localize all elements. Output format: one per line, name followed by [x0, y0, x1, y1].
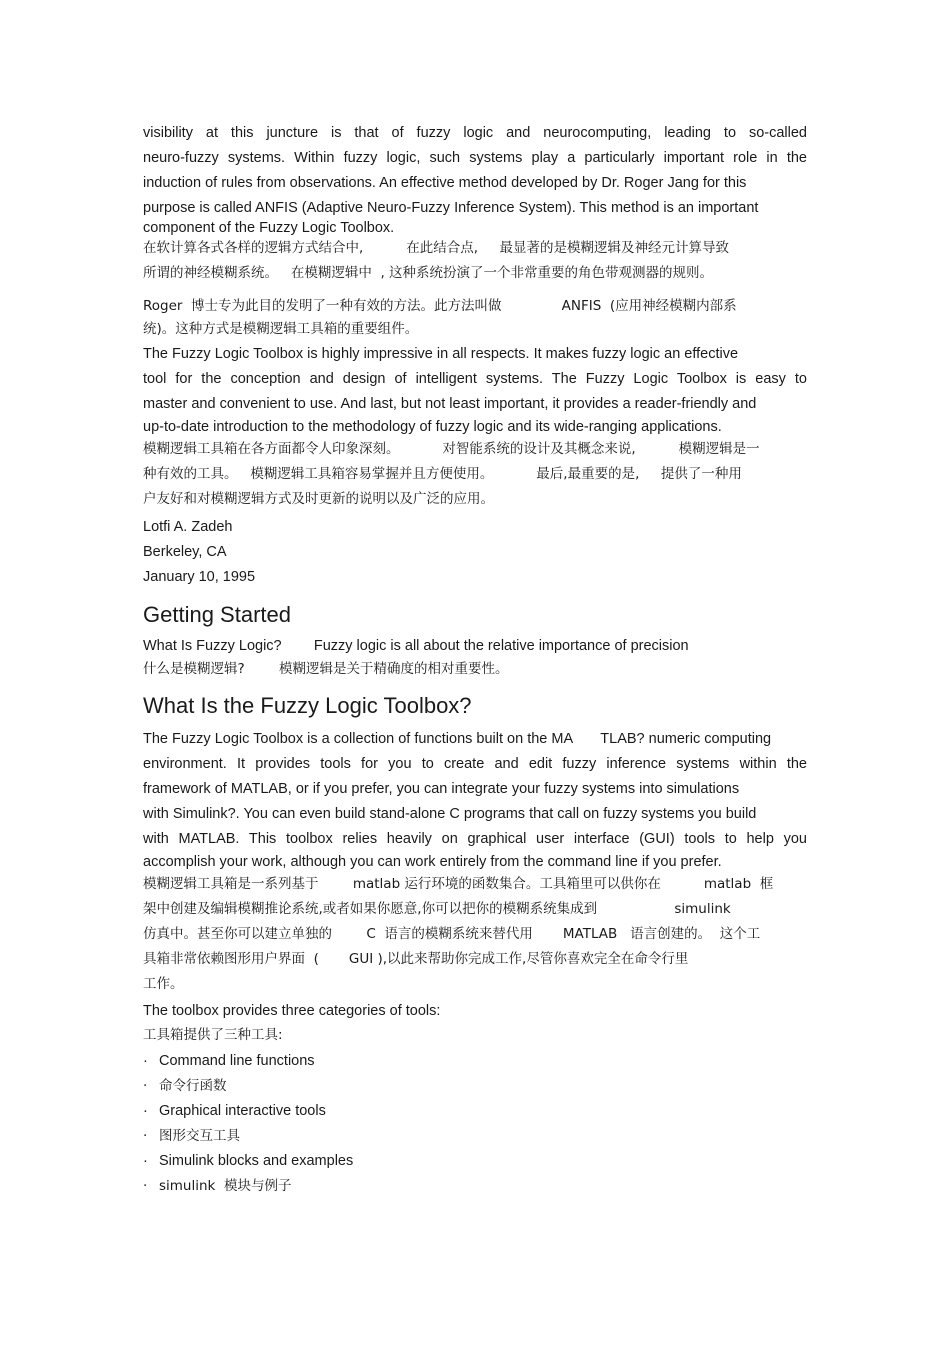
tools-intro-en: The toolbox provides three categories of tools: [143, 1003, 441, 1019]
text-line: 在软计算各式各样的逻辑方式结合中, 在此结合点, 最显著的是模糊逻辑及神经元计算导致 [143, 240, 729, 256]
text-line: with MATLAB. This toolbox relies heavily on graphical user interface (GUI) tools to help you [143, 831, 807, 847]
text-line: neuro-fuzzy systems. Within fuzzy logic, such systems play a particularly important role in the [143, 150, 807, 166]
text-line: Roger 博士专为此目的发明了一种有效的方法。此方法叫做 ANFIS (应用神经模糊内部系 [143, 298, 737, 314]
list-item-label: Command line functions [159, 1053, 315, 1069]
signature-date: January 10, 1995 [143, 569, 256, 585]
text-line: induction of rules from observations. An effective method developed by Dr. Roger Jang for this [143, 175, 747, 191]
text-line: framework of MATLAB, or if you prefer, you can integrate your fuzzy systems into simulations [143, 781, 740, 797]
foreword-en-1 [143, 121, 807, 236]
section-heading-toolbox: What Is the Fuzzy Logic Toolbox? [143, 693, 472, 718]
bullet-icon: · [143, 1053, 148, 1069]
foreword-cn-1 [143, 236, 807, 339]
text-line: 模糊逻辑工具箱是一系列基于 matlab 运行环境的函数集合。工具箱里可以供你在 matlab 框 [143, 876, 774, 892]
text-line: 工作。 [143, 976, 184, 992]
text-line: 统)。这种方式是模糊逻辑工具箱的重要组件。 [143, 321, 419, 337]
toolbox-cn [143, 872, 807, 997]
text-line: accomplish your work, although you can work entirely from the command line if you prefer. [143, 854, 722, 870]
toolbox-en [143, 727, 807, 872]
signature-block [143, 515, 807, 590]
text-line: The Fuzzy Logic Toolbox is highly impressive in all respects. It makes fuzzy logic an effective [143, 346, 739, 362]
section-heading-getting-started: Getting Started [143, 602, 291, 627]
text-line: The Fuzzy Logic Toolbox is a collection of functions built on the MA TLAB? numeric computing [143, 731, 772, 747]
foreword-cn-2 [143, 437, 807, 512]
question-cn: 什么是模糊逻辑? 模糊逻辑是关于精确度的相对重要性。 [143, 661, 509, 677]
bullet-icon: · [143, 1153, 148, 1169]
bullet-icon: · [143, 1178, 148, 1194]
list-item-label: Simulink blocks and examples [159, 1153, 354, 1169]
signature-name: Lotfi A. Zadeh [143, 519, 233, 535]
text-line: 架中创建及编辑模糊推论系统,或者如果你愿意,你可以把你的模糊系统集成到 simulink [143, 901, 731, 917]
text-line: 所谓的神经模糊系统。 在模糊逻辑中 , 这种系统扮演了一个非常重要的角色带观测器的规则。 [143, 265, 714, 281]
list-item [143, 1099, 807, 1124]
text-line: environment. It provides tools for you to create and edit fuzzy inference systems within the [143, 756, 807, 772]
list-item-label: 命令行函数 [159, 1078, 227, 1094]
list-item [143, 1124, 807, 1149]
list-item [143, 1074, 807, 1099]
question-en: What Is Fuzzy Logic? Fuzzy logic is all about the relative importance of precision [143, 638, 689, 654]
tools-list [143, 1049, 807, 1199]
tools-intro-cn: 工具箱提供了三种工具: [143, 1027, 283, 1043]
text-line: 模糊逻辑工具箱在各方面都令人印象深刻。 对智能系统的设计及其概念来说, 模糊逻辑是一 [143, 441, 760, 457]
text-line: component of the Fuzzy Logic Toolbox. [143, 220, 395, 236]
text-line: 仿真中。甚至你可以建立单独的 C 语言的模糊系统来替代用 MATLAB 语言创建的。 这个工 [143, 926, 761, 942]
text-line: 户友好和对模糊逻辑方式及时更新的说明以及广泛的应用。 [143, 491, 494, 507]
bullet-icon: · [143, 1103, 148, 1119]
list-item-label: simulink 模块与例子 [159, 1178, 292, 1194]
text-line: with Simulink?. You can even build stand-alone C programs that call on fuzzy systems you build [143, 806, 757, 822]
bullet-icon: · [143, 1128, 148, 1144]
text-line: tool for the conception and design of intelligent systems. The Fuzzy Logic Toolbox is easy to [143, 371, 807, 387]
list-item-label: Graphical interactive tools [159, 1103, 326, 1119]
bullet-icon: · [143, 1078, 148, 1094]
list-item [143, 1049, 807, 1074]
text-line: visibility at this juncture is that of fuzzy logic and neurocomputing, leading to so-called [143, 125, 807, 141]
signature-place: Berkeley, CA [143, 544, 227, 560]
text-line: 具箱非常依赖图形用户界面 ( GUI ),以此来帮助你完成工作,尽管你喜欢完全在命令行里 [143, 951, 689, 967]
list-item [143, 1149, 807, 1174]
text-line: purpose is called ANFIS (Adaptive Neuro-Fuzzy Inference System). This method is an important [143, 200, 759, 216]
foreword-en-2 [143, 342, 807, 437]
document-page [143, 121, 807, 1199]
text-line: 种有效的工具。 模糊逻辑工具箱容易掌握并且方便使用。 最后,最重要的是, 提供了一种用 [143, 466, 742, 482]
text-line: up-to-date introduction to the methodology of fuzzy logic and its wide-ranging applications. [143, 419, 722, 435]
text-line: master and convenient to use. And last, but not least important, it provides a reader-friendly and [143, 396, 757, 412]
list-item-label: 图形交互工具 [159, 1128, 240, 1144]
list-item [143, 1174, 807, 1199]
